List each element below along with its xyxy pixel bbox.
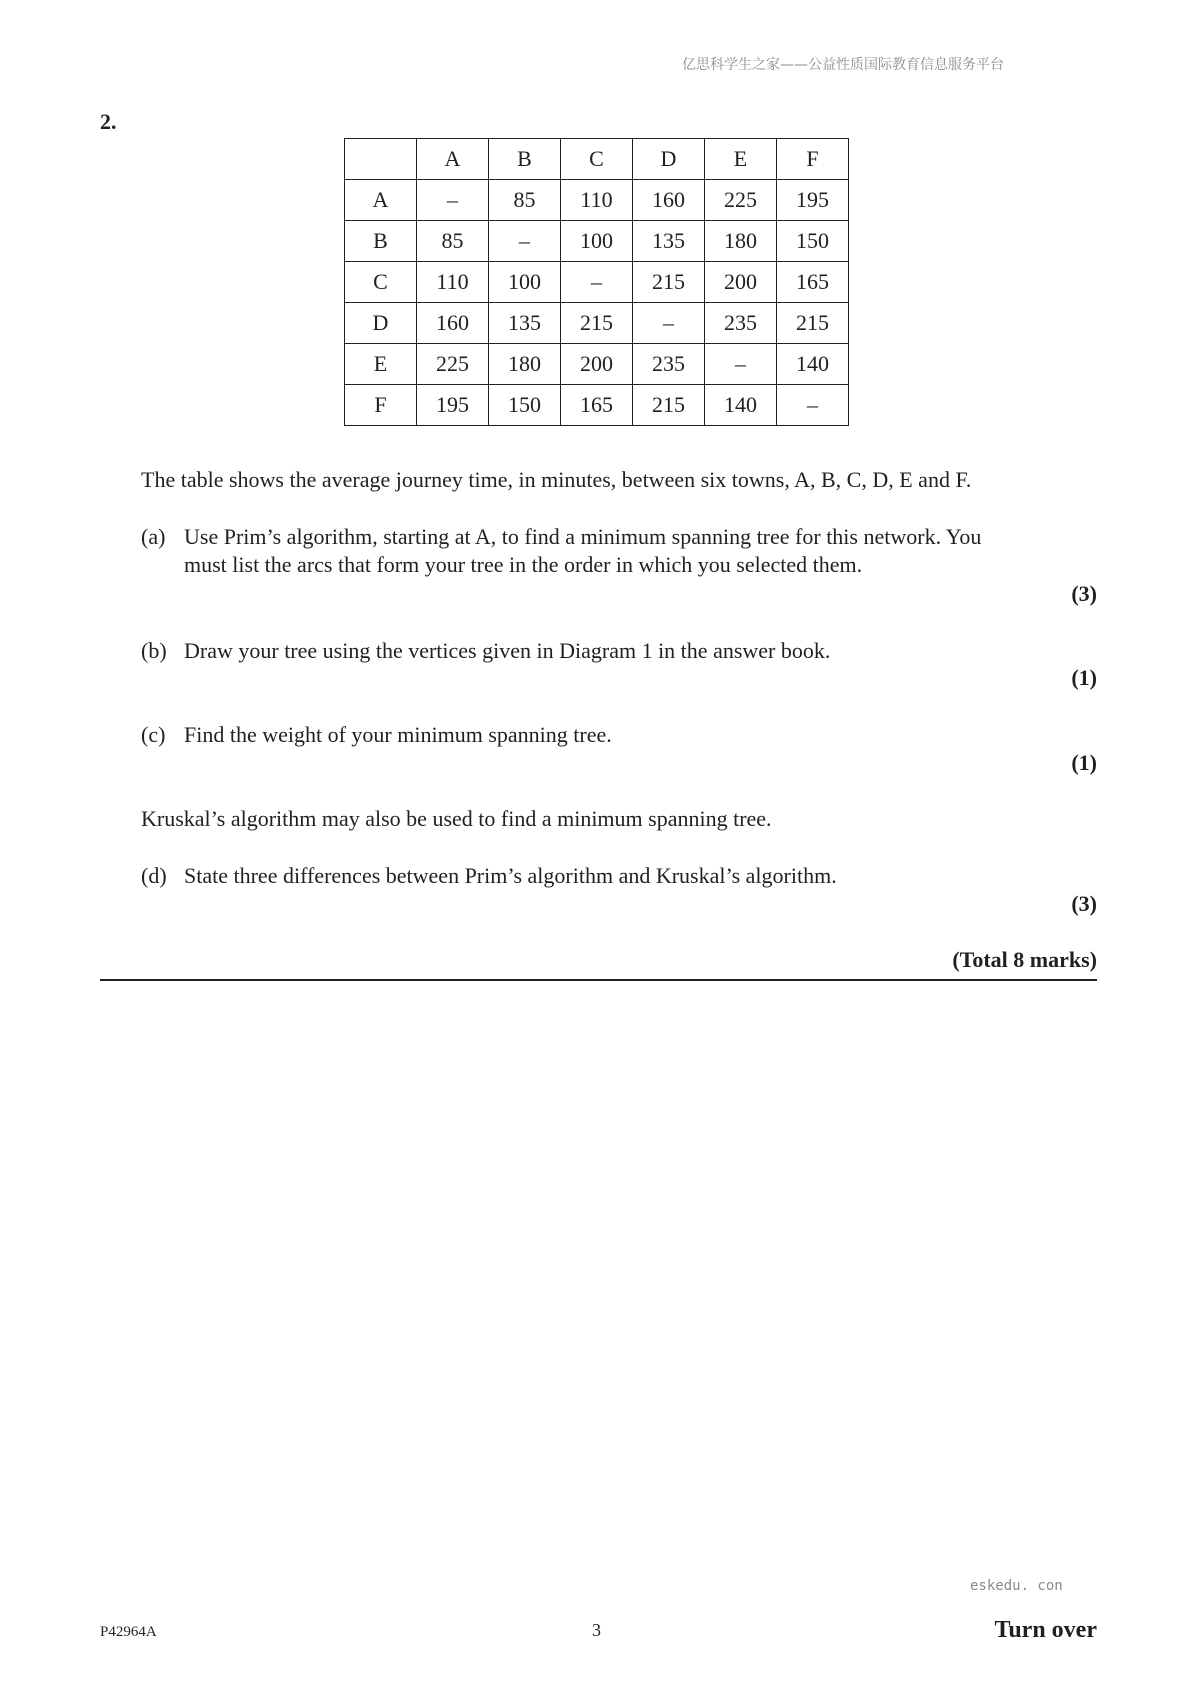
part-b-marks: (1)	[1071, 665, 1097, 690]
part-d-marks: (3)	[1071, 891, 1097, 916]
table-row	[345, 180, 849, 221]
part-c-marks: (1)	[1071, 750, 1097, 775]
table-cell: 180	[489, 344, 561, 385]
table-cell: –	[777, 385, 849, 426]
part-c-text: Find the weight of your minimum spanning tree.	[184, 722, 612, 747]
table-header-cell: B	[489, 139, 561, 180]
table-row	[345, 262, 849, 303]
question-number: 2.	[100, 109, 117, 134]
table-cell: 100	[489, 262, 561, 303]
part-d-label: (d)	[141, 863, 167, 888]
table-cell: 215	[777, 303, 849, 344]
table-cell: D	[345, 303, 417, 344]
table-cell: 165	[561, 385, 633, 426]
table-cell: 215	[561, 303, 633, 344]
table-cell: 160	[633, 180, 705, 221]
table-cell: 85	[417, 221, 489, 262]
part-a-label: (a)	[141, 524, 166, 549]
table-cell: 200	[561, 344, 633, 385]
table-cell: 135	[489, 303, 561, 344]
table-cell: A	[345, 180, 417, 221]
table-cell: 195	[417, 385, 489, 426]
table-cell: 150	[777, 221, 849, 262]
table-header-row	[345, 139, 849, 180]
table-cell: C	[345, 262, 417, 303]
table-cell: 165	[777, 262, 849, 303]
footer-watermark: eskedu. con	[970, 1578, 1063, 1594]
part-a-marks: (3)	[1071, 581, 1097, 606]
table-cell: 140	[777, 344, 849, 385]
table-header-cell: E	[705, 139, 777, 180]
table-row	[345, 303, 849, 344]
table-cell: 140	[705, 385, 777, 426]
table-cell: 135	[633, 221, 705, 262]
part-a-line-2: must list the arcs that form your tree in the order in which you selected them.	[184, 552, 863, 577]
total-marks: (Total 8 marks)	[952, 947, 1097, 972]
part-c-label: (c)	[141, 722, 166, 747]
table-cell: 160	[417, 303, 489, 344]
table-cell: 235	[633, 344, 705, 385]
table-cell: 180	[705, 221, 777, 262]
table-cell: –	[633, 303, 705, 344]
table-cell: 200	[705, 262, 777, 303]
table-cell: 235	[705, 303, 777, 344]
table-cell: –	[561, 262, 633, 303]
section-divider	[100, 979, 1097, 981]
table-cell: –	[417, 180, 489, 221]
table-cell: B	[345, 221, 417, 262]
table-row	[345, 344, 849, 385]
page-number: 3	[592, 1620, 601, 1640]
table-cell: 110	[417, 262, 489, 303]
table-cell: 150	[489, 385, 561, 426]
table-cell: 225	[705, 180, 777, 221]
table-header-cell: F	[777, 139, 849, 180]
table-cell: 100	[561, 221, 633, 262]
table-cell: E	[345, 344, 417, 385]
table-header-cell: A	[417, 139, 489, 180]
table-cell: 195	[777, 180, 849, 221]
table-header-cell	[345, 139, 417, 180]
table-cell: –	[489, 221, 561, 262]
turn-over: Turn over	[994, 1617, 1097, 1643]
table-header-cell: C	[561, 139, 633, 180]
kruskal-text: Kruskal’s algorithm may also be used to find a minimum spanning tree.	[141, 806, 772, 831]
part-b-label: (b)	[141, 638, 167, 663]
part-d-text: State three differences between Prim’s algorithm and Kruskal’s algorithm.	[184, 863, 837, 888]
part-a-line-1: Use Prim’s algorithm, starting at A, to find a minimum spanning tree for this network. You	[184, 524, 982, 549]
paper-code: P42964A	[100, 1624, 157, 1640]
journey-time-table	[344, 138, 849, 426]
table-row	[345, 385, 849, 426]
table-cell: 85	[489, 180, 561, 221]
table-cell: 215	[633, 385, 705, 426]
table-row	[345, 221, 849, 262]
table-cell: 225	[417, 344, 489, 385]
part-b-text: Draw your tree using the vertices given in Diagram 1 in the answer book.	[184, 638, 831, 663]
table-cell: 215	[633, 262, 705, 303]
intro-text: The table shows the average journey time, in minutes, between six towns, A, B, C, D, E and F.	[141, 467, 972, 492]
table-cell: F	[345, 385, 417, 426]
table-header-cell: D	[633, 139, 705, 180]
header-watermark: 亿思科学生之家——公益性质国际教育信息服务平台	[682, 57, 1004, 73]
table-cell: –	[705, 344, 777, 385]
table-cell: 110	[561, 180, 633, 221]
